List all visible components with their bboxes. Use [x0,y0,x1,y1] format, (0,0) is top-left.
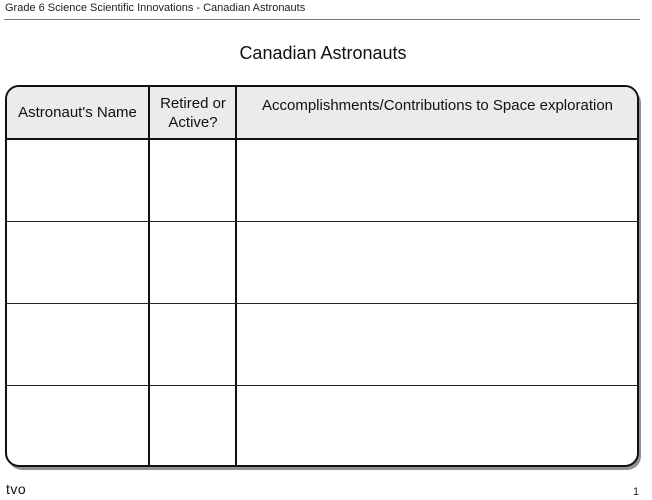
table-cell-row1-accomplishments[interactable] [237,140,637,221]
tvo-logo: tvo [6,481,27,497]
table-cell-row3-accomplishments[interactable] [237,304,637,385]
table-header-row [7,87,637,140]
table-cell-row4-accomplishments[interactable] [237,386,637,465]
column-divider-2 [235,87,237,465]
row-divider-2 [7,303,637,304]
column-header-astronaut-name: Astronaut's Name [18,104,137,121]
table-cell-row3-status[interactable] [150,304,235,385]
table-cell-row2-accomplishments[interactable] [237,222,637,303]
astronaut-table [5,85,639,467]
table-cell-row1-status[interactable] [150,140,235,221]
page-title: Canadian Astronauts [239,43,407,63]
page-number: 1 [633,486,640,498]
column-header-accomplishments: Accomplishments/Contributions to Space exploration [261,97,613,114]
table-cell-row2-status[interactable] [150,222,235,303]
table-cell-row4-name[interactable] [7,386,148,465]
table-cell-row4-status[interactable] [150,386,235,465]
column-header-retired-or-active: Retired or Active? [160,94,226,131]
row-divider-1 [7,221,637,222]
row-divider-3 [7,385,637,386]
table-cell-row1-name[interactable] [7,140,148,221]
table-cell-row2-name[interactable] [7,222,148,303]
document-header: Grade 6 Science Scientific Innovations - Canadian Astronauts [5,2,306,14]
header-divider [4,19,640,20]
table-cell-row3-name[interactable] [7,304,148,385]
column-divider-1 [148,87,150,465]
